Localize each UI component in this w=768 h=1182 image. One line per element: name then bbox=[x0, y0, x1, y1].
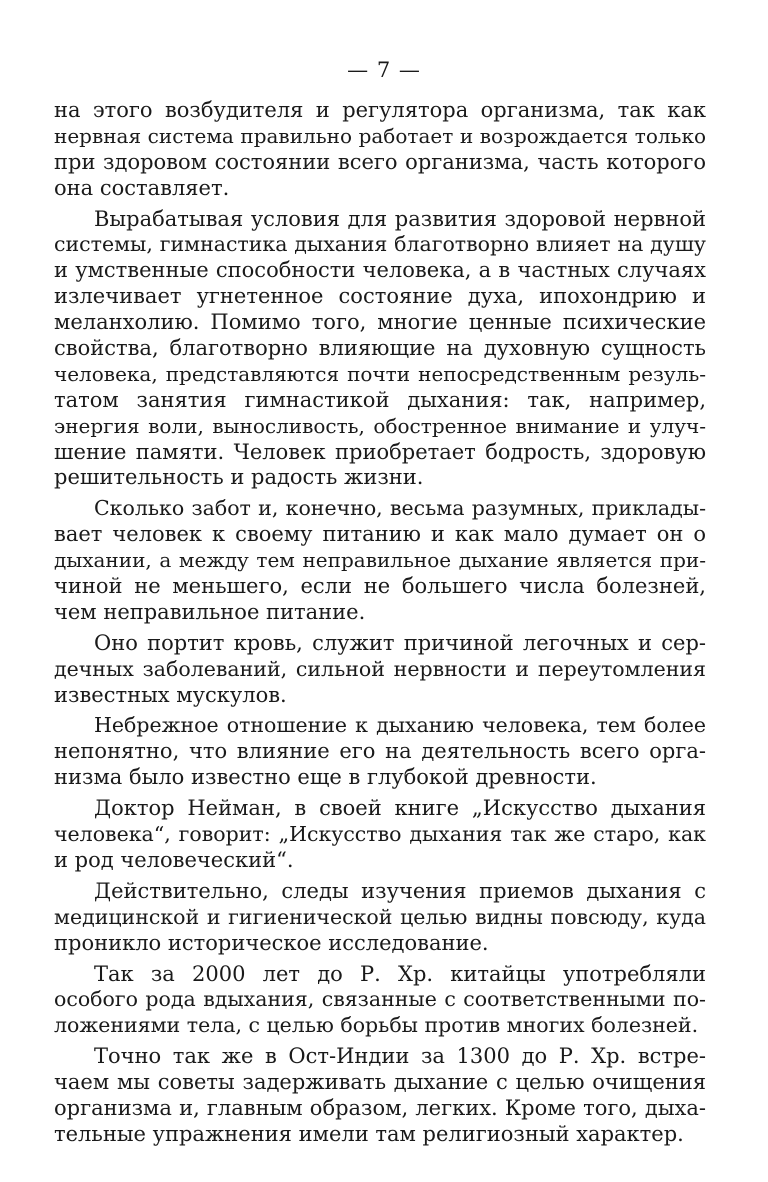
text-line: человека“, говорит: „Искусство дыхания так же старо, как bbox=[54, 822, 706, 847]
text-line: нервная система правильно работает и возрождается только bbox=[54, 123, 706, 148]
text-line: Доктор Нейман, в своей книге „Искусство дыхания bbox=[94, 796, 706, 821]
text-line: решительность и радость жизни. bbox=[54, 465, 424, 490]
text-line: Точно так же в Ост-Индии за 1300 до Р. Хр. встре- bbox=[94, 1044, 706, 1069]
text-line: организма и, главным образом, легких. Кроме того, дыха- bbox=[54, 1095, 706, 1120]
text-line: Действительно, следы изучения приемов дыхания с bbox=[94, 878, 706, 903]
text-line: системы, гимнастика дыхания благотворно влияет на душу bbox=[54, 232, 706, 257]
text-line: Сколько забот и, конечно, весьма разумных, приклады- bbox=[94, 496, 706, 521]
text-line: и род человеческий“. bbox=[54, 847, 294, 872]
text-line: на этого возбудителя и регулятора организма, так как bbox=[54, 98, 706, 122]
text-line: особого рода вдыхания, связанные с соответственными по- bbox=[54, 987, 706, 1012]
text-line: чаем мы советы задерживать дыхание с целью очищения bbox=[54, 1070, 706, 1095]
paragraph bbox=[54, 962, 706, 1040]
text-line: вает человек к своему питанию и как мало думает он о bbox=[54, 522, 706, 547]
text-line: и умственные способности человека, а в частных случаях bbox=[54, 258, 706, 283]
text-line: ложениями тела, с целью борьбы против многих болезней. bbox=[54, 1013, 699, 1038]
text-line: тельные упражнения имели там религиозный характер. bbox=[54, 1121, 684, 1146]
text-line: Так за 2000 лет до Р. Хр. китайцы употребляли bbox=[94, 961, 706, 986]
text-line: татом занятия гимнастикой дыхания: так, например, bbox=[54, 387, 706, 412]
paragraph bbox=[54, 796, 706, 874]
text-line: дечных заболеваний, сильной нервности и переутомления bbox=[54, 656, 706, 681]
paragraph bbox=[54, 879, 706, 957]
text-line: непонятно, что влияние его на деятельность всего орга- bbox=[54, 739, 706, 764]
text-line: меланхолию. Помимо того, многие ценные психические bbox=[54, 310, 706, 335]
text-line: человека, представляются почти непосредственным резуль- bbox=[54, 361, 706, 386]
text-line: Вырабатывая условия для развития здоровой нервной bbox=[94, 206, 706, 231]
text-line: излечивает угнетенное состояние духа, ипохондрию и bbox=[54, 284, 706, 309]
text-line: свойства, благотворно влияющие на духовную сущность bbox=[54, 336, 706, 361]
text-line: медицинской и гигиенической целью видны повсюду, куда bbox=[54, 904, 706, 929]
text-line: проникло историческое исследование. bbox=[54, 930, 489, 955]
text-line: дыхании, а между тем неправильное дыхание является при- bbox=[54, 548, 706, 573]
text-line: она составляет. bbox=[54, 175, 230, 200]
text-line: Небрежное отношение к дыханию человека, тем более bbox=[94, 713, 706, 738]
body-text bbox=[54, 98, 706, 1153]
text-line: при здоровом состоянии всего организма, часть которого bbox=[54, 149, 706, 174]
paragraph bbox=[54, 631, 706, 709]
text-line: чиной не меньшего, если не большего числа болезней, bbox=[54, 574, 706, 599]
text-line: чем неправильное питание. bbox=[54, 599, 366, 624]
paragraph bbox=[54, 496, 706, 625]
paragraph bbox=[54, 1044, 706, 1148]
paragraph bbox=[54, 207, 706, 492]
text-line: низма было известно еще в глубокой древности. bbox=[54, 765, 597, 790]
paragraph bbox=[54, 713, 706, 791]
text-line: известных мускулов. bbox=[54, 682, 287, 707]
text-line: Оно портит кровь, служит причиной легочных и сер- bbox=[94, 630, 706, 655]
paragraph bbox=[54, 98, 706, 202]
page-number: — 7 — bbox=[347, 58, 421, 82]
text-line: энергия воли, выносливость, обостренное внимание и улуч- bbox=[54, 413, 706, 438]
text-line: шение памяти. Человек приобретает бодрость, здоровую bbox=[54, 439, 706, 464]
